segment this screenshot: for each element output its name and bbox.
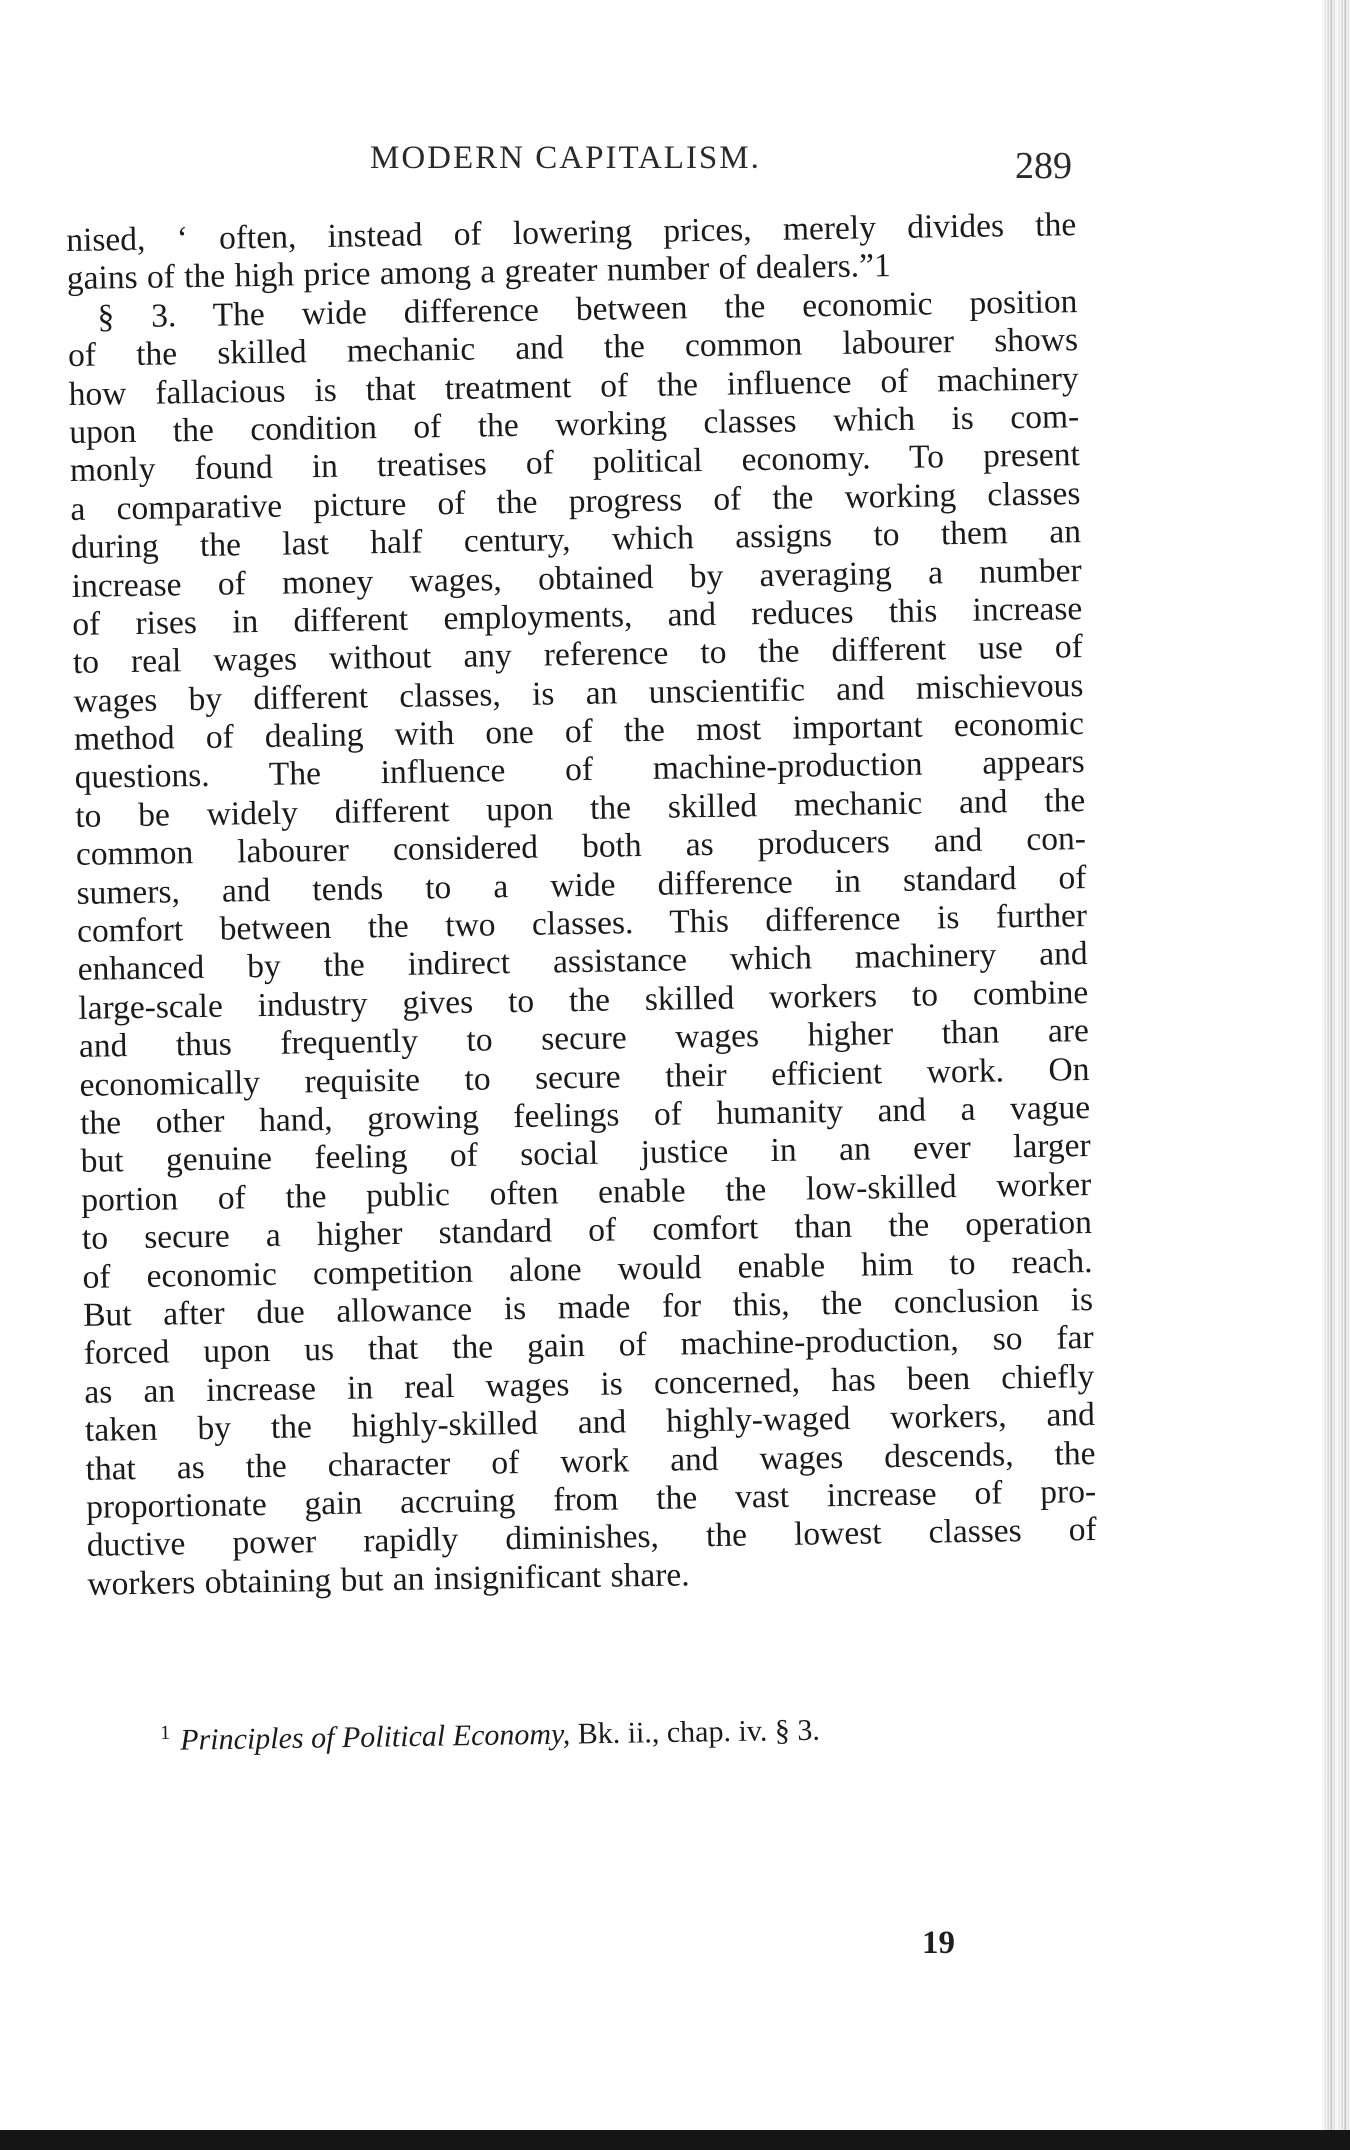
scan-border: [0, 2130, 1350, 2150]
text-line: of rises in different employments, and reduces this increase: [72, 589, 1083, 643]
text-line: method of dealing with one of the most important economic: [73, 705, 1085, 759]
text-line: economically requisite to secure their efficient work. On: [79, 1050, 1090, 1104]
text-line: to be widely different upon the skilled mechanic and the: [75, 781, 1086, 835]
text-line: monly found in treatises of political economy. To present: [69, 436, 1081, 490]
text-line: a comparative picture of the progress of the working classes: [70, 474, 1081, 528]
text-line: gains of the high price among a greater number of dealers.”1: [66, 247, 892, 298]
text-line: taken by the highly-skilled and highly-waged workers, and: [84, 1396, 1096, 1449]
text-line: But after due allowance is made for this, the conclusion is: [82, 1280, 1094, 1334]
text-line: proportionate gain accruing from the vast increase of pro-: [85, 1472, 1097, 1526]
signature-mark: 19: [922, 1925, 955, 1961]
body-text: [66, 206, 1098, 1604]
text-line: to real wages without any reference to the different use of: [72, 628, 1084, 682]
text-line: enhanced by the indirect assistance which machinery and: [77, 935, 1088, 989]
text-line: during the last half century, which assigns to them an: [70, 513, 1082, 567]
text-line: workers obtaining but an insignificant share.: [87, 1556, 690, 1603]
scanned-page-edge: [1322, 0, 1350, 2150]
text-line: that as the character of work and wages descends, the: [85, 1434, 1096, 1488]
page-header: [0, 140, 1350, 200]
footnote-marker: 1: [160, 1721, 171, 1744]
text-line: upon the condition of the working classes which is com-: [69, 398, 1080, 451]
text-line: comfort between the two classes. This difference is further: [76, 897, 1088, 950]
text-line: and thus frequently to secure wages higher than are: [78, 1012, 1090, 1066]
text-line: questions. The influence of machine-production appears: [74, 743, 1085, 797]
text-line: forced upon us that the gain of machine-production, so far: [83, 1319, 1094, 1373]
text-line: the other hand, growing feelings of humanity and a vague: [79, 1089, 1091, 1142]
text-line: of economic competition alone would enable him to reach.: [82, 1242, 1093, 1296]
text-line: wages by different classes, is an unscientific and mischievous: [73, 666, 1084, 720]
text-line: increase of money wages, obtained by averaging a number: [71, 551, 1082, 605]
text-line: nised, ‘ often, instead of lowering prices, merely divides the: [66, 206, 1077, 259]
page-number: 289: [1015, 145, 1072, 187]
text-line: large-scale industry gives to the skilled workers to combine: [78, 973, 1089, 1027]
text-line: to secure a higher standard of comfort than the operation: [81, 1204, 1093, 1258]
text-line: sumers, and tends to a wide difference in standard of: [76, 858, 1087, 912]
text-line: common labourer considered both as producers and con-: [75, 820, 1087, 874]
footnote-reference: Bk. ii., chap. iv. § 3.: [577, 1713, 821, 1751]
text-line: ductive power rapidly diminishes, the lowest classes of: [86, 1511, 1097, 1565]
text-line: but genuine feeling of social justice in an ever larger: [80, 1127, 1091, 1181]
text-line: portion of the public often enable the low-skilled worker: [81, 1165, 1092, 1219]
running-title: MODERN CAPITALISM.: [370, 140, 761, 176]
text-line: as an increase in real wages is concerned, has been chiefly: [84, 1357, 1095, 1411]
text-line: of the skilled mechanic and the common labourer shows: [67, 321, 1079, 375]
footnote-title: Principles of Political Economy,: [180, 1717, 571, 1757]
text-line: how fallacious is that treatment of the influence of machinery: [68, 359, 1079, 413]
text-line: § 3. The wide difference between the economic position: [97, 282, 1078, 336]
footnote: [160, 1712, 820, 1758]
